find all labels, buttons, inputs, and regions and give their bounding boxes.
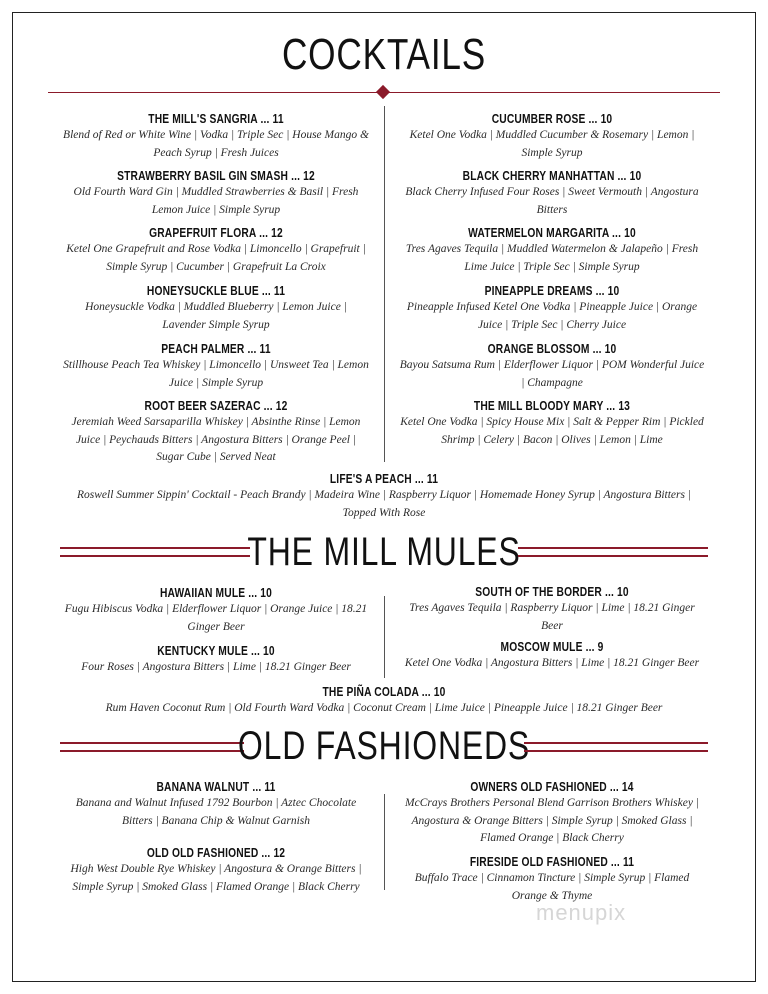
item-description: Bayou Satsuma Rum | Elderflower Liquor | POM Wonderful Juice | Champagne xyxy=(399,359,705,389)
item-description: Honeysuckle Vodka | Muddled Blueberry | Lemon Juice | Lavender Simple Syrup xyxy=(85,301,347,331)
item-description: Ketel One Vodka | Angostura Bitters | Lime | 18.21 Ginger Beer xyxy=(404,657,700,669)
column-divider xyxy=(384,106,385,462)
menu-item xyxy=(398,780,706,848)
menu-item xyxy=(62,342,370,392)
menu-item xyxy=(62,780,370,830)
item-name: MOSCOW MULE ... 9 xyxy=(500,640,604,654)
item-name: ROOT BEER SAZERAC ... 12 xyxy=(144,399,288,413)
menupix-watermark: menupix xyxy=(536,900,627,925)
item-description: Pineapple Infused Ketel One Vodka | Pineapple Juice | Orange Juice | Triple Sec | Cherry Juice xyxy=(406,301,698,331)
item-name: GRAPEFRUIT FLORA ... 12 xyxy=(149,226,283,240)
menu-item xyxy=(62,284,370,334)
item-description: McCrays Brothers Personal Blend Garrison Brothers Whiskey | Angostura & Orange Bitters | Simple Syrup | Smoked Glass | Flamed Orange | Black Cherry xyxy=(405,797,699,844)
item-description: Ketel One Grapefruit and Rose Vodka | Limoncello | Grapefruit | Simple Syrup | Cucumber | Grapefruit La Croix xyxy=(66,243,366,273)
item-name: FIRESIDE OLD FASHIONED ... 11 xyxy=(469,855,635,869)
item-description: Blend of Red or White Wine | Vodka | Triple Sec | House Mango & Peach Syrup | Fresh Juices xyxy=(63,129,369,159)
menu-item xyxy=(62,846,370,896)
section-title-cocktails: COCKTAILS xyxy=(281,30,487,79)
item-description: Old Fourth Ward Gin | Muddled Strawberries & Basil | Fresh Lemon Juice | Simple Syrup xyxy=(73,186,359,216)
item-description: Tres Agaves Tequila | Raspberry Liquor | Lime | 18.21 Ginger Beer xyxy=(409,602,695,632)
item-name: OLD OLD FASHIONED ... 12 xyxy=(146,846,286,860)
item-name: HONEYSUCKLE BLUE ... 11 xyxy=(146,284,286,298)
section-title-mules: THE MILL MULES xyxy=(247,530,521,574)
item-name: PINEAPPLE DREAMS ... 10 xyxy=(484,284,620,298)
menu-item xyxy=(60,472,708,522)
menu-item xyxy=(60,685,708,718)
item-name: HAWAIIAN MULE ... 10 xyxy=(159,586,273,600)
menu-item xyxy=(398,169,706,219)
item-name: BLACK CHERRY MANHATTAN ... 10 xyxy=(462,169,642,183)
menu-item xyxy=(62,586,370,636)
menu-item xyxy=(398,585,706,635)
menu-item xyxy=(62,112,370,162)
item-description: Jeremiah Weed Sarsaparilla Whiskey | Absinthe Rinse | Lemon Juice | Peychauds Bitters | Angostura Bitters | Orange Peel | Sugar Cube | Served Neat xyxy=(71,416,361,463)
menu-item xyxy=(398,399,706,449)
item-name: WATERMELON MARGARITA ... 10 xyxy=(468,226,636,240)
item-description: Ketel One Vodka | Spicy House Mix | Salt & Pepper Rim | Pickled Shrimp | Celery | Bacon | Olives | Lemon | Lime xyxy=(400,416,704,446)
column-divider xyxy=(384,596,385,678)
menu-item xyxy=(62,169,370,219)
item-description: Rum Haven Coconut Rum | Old Fourth Ward Vodka | Coconut Cream | Lime Juice | Pineapple Juice | 18.21 Ginger Beer xyxy=(105,702,663,714)
item-name: THE MILL BLOODY MARY ... 13 xyxy=(473,399,631,413)
item-name: OWNERS OLD FASHIONED ... 14 xyxy=(470,780,634,794)
menu-item xyxy=(62,226,370,276)
item-name: SOUTH OF THE BORDER ... 10 xyxy=(475,585,629,599)
item-description: Roswell Summer Sippin' Cocktail - Peach Brandy | Madeira Wine | Raspberry Liquor | Homemade Honey Syrup | Angostura Bitters | Topped With Rose xyxy=(76,489,692,519)
item-description: Buffalo Trace | Cinnamon Tincture | Simple Syrup | Flamed Orange & Thyme xyxy=(414,872,690,902)
menu-item xyxy=(398,855,706,905)
menu-item xyxy=(398,284,706,334)
item-name: THE PIÑA COLADA ... 10 xyxy=(322,685,446,699)
section-title-old-fashioneds: OLD FASHIONEDS xyxy=(237,724,531,768)
menu-item xyxy=(398,112,706,162)
column-divider xyxy=(384,794,385,890)
item-name: LIFE'S A PEACH ... 11 xyxy=(329,472,439,486)
item-description: Tres Agaves Tequila | Muddled Watermelon & Jalapeño | Fresh Lime Juice | Triple Sec | Simple Syrup xyxy=(405,243,699,273)
item-description: Four Roses | Angostura Bitters | Lime | 18.21 Ginger Beer xyxy=(81,661,351,673)
item-name: THE MILL'S SANGRIA ... 11 xyxy=(148,112,284,126)
menu-item xyxy=(62,644,370,677)
item-description: Ketel One Vodka | Muddled Cucumber & Rosemary | Lemon | Simple Syrup xyxy=(409,129,695,159)
item-description: High West Double Rye Whiskey | Angostura & Orange Bitters | Simple Syrup | Smoked Glass | Flamed Orange | Black Cherry xyxy=(70,863,362,893)
item-name: STRAWBERRY BASIL GIN SMASH ... 12 xyxy=(117,169,315,183)
item-description: Black Cherry Infused Four Roses | Sweet Vermouth | Angostura Bitters xyxy=(405,186,699,216)
item-name: PEACH PALMER ... 11 xyxy=(161,342,271,356)
section-rule-right xyxy=(518,547,708,557)
item-name: BANANA WALNUT ... 11 xyxy=(156,780,276,794)
item-description: Stillhouse Peach Tea Whiskey | Limoncello | Unsweet Tea | Lemon Juice | Simple Syrup xyxy=(63,359,369,389)
item-description: Banana and Walnut Infused 1792 Bourbon | Aztec Chocolate Bitters | Banana Chip & Walnut Garnish xyxy=(75,797,357,827)
menu-item xyxy=(398,640,706,673)
section-rule-right xyxy=(524,742,708,752)
item-name: ORANGE BLOSSOM ... 10 xyxy=(487,342,617,356)
item-description: Fugu Hibiscus Vodka | Elderflower Liquor | Orange Juice | 18.21 Ginger Beer xyxy=(64,603,368,633)
item-name: CUCUMBER ROSE ... 10 xyxy=(491,112,613,126)
item-name: KENTUCKY MULE ... 10 xyxy=(157,644,275,658)
menu-item xyxy=(398,342,706,392)
menu-item xyxy=(62,399,370,467)
menu-item xyxy=(398,226,706,276)
